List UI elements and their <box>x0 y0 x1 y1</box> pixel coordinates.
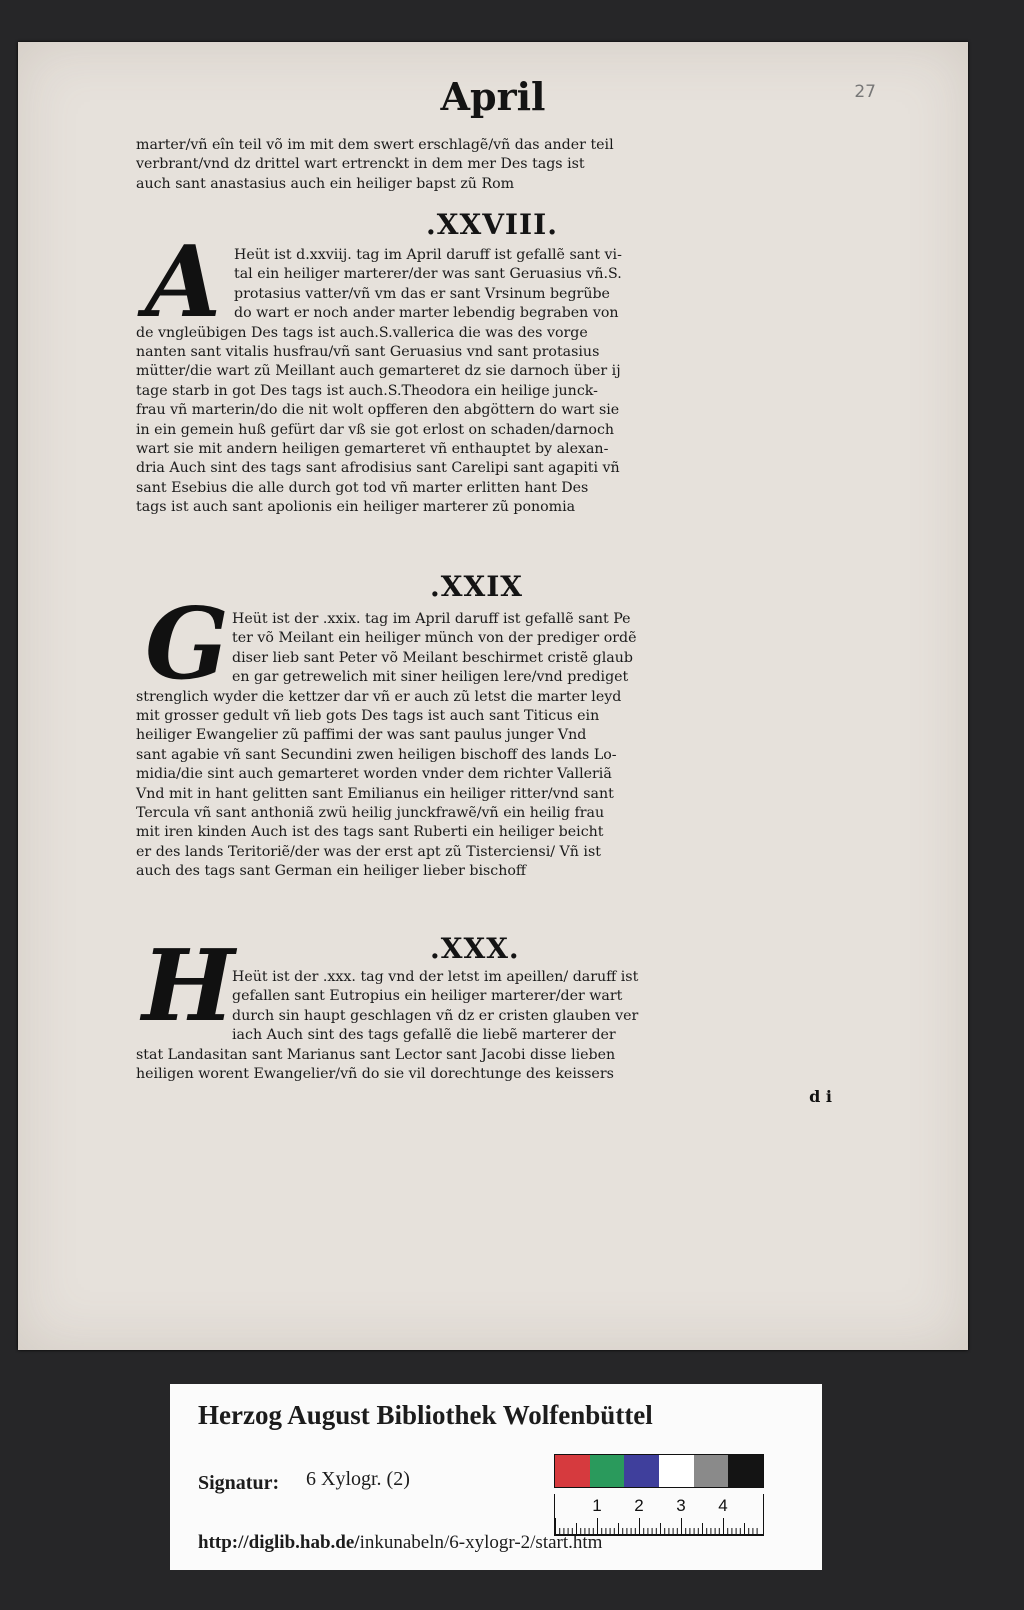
text-line: Tercula vñ sant anthoniã zwü heilig junckfrawẽ/vñ ein heilig frau <box>136 805 605 822</box>
signatur-value: 6 Xylogr. (2) <box>306 1468 410 1490</box>
text-line: in ein gemein huß gefürt dar vß sie got erlost on schaden/darnoch <box>136 421 615 438</box>
cm-ruler <box>554 1494 764 1536</box>
text-line: heiligen worent Ewangelier/vñ do sie vil dorechtunge des keissers <box>136 1066 614 1083</box>
text-line: Vnd mit in hant gelitten sant Emilianus ein heiliger ritter/vnd sant <box>136 785 614 802</box>
text-line: iach Auch sint des tags gefallẽ die liebẽ marterer der <box>232 1027 616 1044</box>
text-line: stat Landasitan sant Marianus sant Lector sant Jacobi disse lieben <box>136 1046 616 1063</box>
section-number: .XXVIII. <box>426 208 558 241</box>
text-line: er des lands Teritoriẽ/der was der erst apt zũ Tisterciensi/ Vñ ist <box>136 843 601 860</box>
url-path: inkunabeln/6-xylogr-2/start.htm <box>359 1532 603 1553</box>
text-line: Heüt ist d.xxviij. tag im April daruff ist gefallẽ sant vi- <box>234 247 622 263</box>
section-number: .XXIX <box>430 570 524 603</box>
text-line: sant agabie vñ sant Secundini zwen heiligen bischoff des lands Lo- <box>136 746 617 763</box>
ruler-ticks <box>555 1494 763 1534</box>
swatch-green <box>590 1455 625 1487</box>
decorated-initial: H <box>142 929 235 1044</box>
text-line: strenglich wyder die kettzer dar vñ er auch zũ letst die marter leyd <box>136 688 622 705</box>
text-line: mit grosser gedult vñ lieb gots Des tags ist auch sant Titicus ein <box>136 708 600 725</box>
text-line: durch sin haupt geschlagen vñ dz er cristen glauben ver <box>232 1007 639 1024</box>
text-line: Heüt ist der .xxx. tag vnd der letst im apeillen/ daruff ist <box>232 969 639 985</box>
section-text <box>136 246 736 518</box>
text-line: tags ist auch sant apolionis ein heiliger marterer zũ ponomia <box>136 499 576 516</box>
page-heading: April <box>440 74 546 119</box>
text-line: verbrant/vnd dz drittel wart ertrenckt in dem mer Des tags ist <box>136 156 585 173</box>
text-line: heiliger Ewangelier zũ paffimi der was sant paulus junger Vnd <box>136 727 587 744</box>
text-line: sant Esebius die alle durch got tod vñ marter erlitten hant Des <box>136 479 589 496</box>
text-line: de vngleübigen Des tags ist auch.S.vallerica die was des vorge <box>136 324 588 341</box>
text-line: diser lieb sant Peter võ Meilant beschirmet cristẽ glaub <box>232 649 633 666</box>
text-line: tage starb in got Des tags ist auch.S.Theodora ein heilige junck- <box>136 382 598 399</box>
ruler-number: 4 <box>718 1496 728 1515</box>
ruler-number: 3 <box>676 1496 686 1515</box>
swatch-blue <box>624 1455 659 1487</box>
decorated-initial: A <box>144 225 222 340</box>
text-line: mütter/die wart zũ Meillant auch gemarteret dz sie darnoch über ij <box>136 363 621 380</box>
text-line: do wart er noch ander marter lebendig begraben von <box>234 305 619 322</box>
text-line: mit iren kinden Auch ist des tags sant Ruberti ein heiliger beicht <box>136 824 604 841</box>
text-line: auch des tags sant German ein heiliger lieber bischoff <box>136 863 526 880</box>
signature-mark: d i <box>809 1087 832 1106</box>
text-line: marter/vñ eîn teil võ im mit dem swert erschlagẽ/vñ das ander teil <box>136 137 614 153</box>
text-line: ter võ Meilant ein heiliger münch von der prediger ordẽ <box>232 630 637 647</box>
text-line: protasius vatter/vñ vm das er sant Vrsinum begrũbe <box>234 285 610 302</box>
book-page <box>18 42 968 1350</box>
text-line: nanten sant vitalis husfrau/vñ sant Geruasius vnd sant protasius <box>136 344 600 361</box>
swatch-red <box>555 1455 590 1487</box>
swatch-gray <box>694 1455 729 1487</box>
ruler-number: 2 <box>634 1496 644 1515</box>
color-swatches <box>554 1454 764 1488</box>
swatch-white <box>659 1455 694 1487</box>
url-host: http://diglib.hab.de/ <box>198 1532 360 1553</box>
text-line: midia/die sint auch gemarteret worden vnder dem richter Valleriã <box>136 766 612 783</box>
color-scale <box>554 1454 764 1544</box>
swatch-black <box>728 1455 763 1487</box>
text-line: dria Auch sint des tags sant afrodisius sant Carelipi sant agapiti vñ <box>136 460 620 477</box>
text-line: auch sant anastasius auch ein heiliger bapst zũ Rom <box>136 175 515 192</box>
ruler-number: 1 <box>592 1496 602 1515</box>
text-line: en gar getrewelich mit siner heiligen lere/vnd prediget <box>232 669 629 686</box>
library-label-card <box>170 1384 822 1570</box>
text-line: frau vñ marterin/do die nit wolt opfferen den abgöttern do wart sie <box>136 402 620 419</box>
text-line: gefallen sant Eutropius ein heiliger marterer/der wart <box>232 988 623 1005</box>
section-text <box>136 968 736 1084</box>
signatur-label: Signatur: <box>198 1472 280 1494</box>
intro-text <box>136 136 736 194</box>
section-number: .XXX. <box>430 932 520 965</box>
library-title: Herzog August Bibliothek Wolfenbüttel <box>198 1400 653 1430</box>
text-line: wart sie mit andern heiligen gemarteret vñ enthauptet by alexan- <box>136 441 609 458</box>
folio-number: 27 <box>854 82 876 102</box>
text-line: Heüt ist der .xxix. tag im April daruff ist gefallẽ sant Pe <box>232 611 631 627</box>
section-text <box>136 610 736 882</box>
decorated-initial: G <box>145 587 229 702</box>
text-line: tal ein heiliger marterer/der was sant Geruasius vñ.S. <box>234 266 622 283</box>
library-url[interactable] <box>198 1532 602 1554</box>
